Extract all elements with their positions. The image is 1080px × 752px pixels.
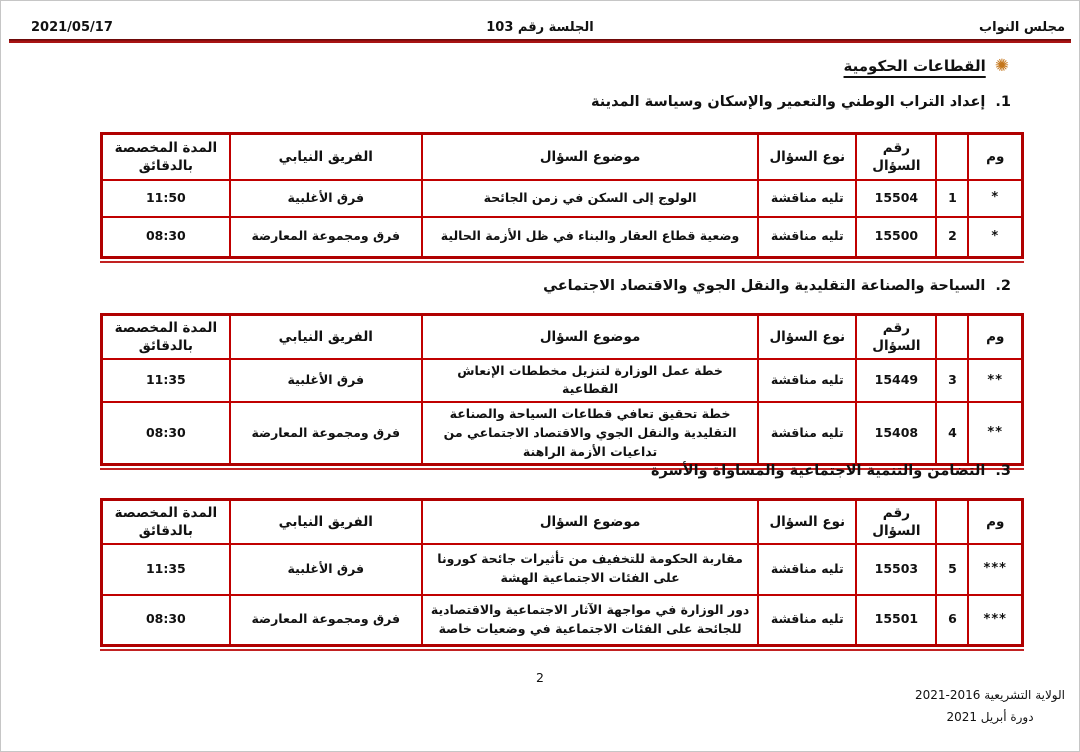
cell-question-type: تليه مناقشة — [758, 402, 856, 465]
cell-question-type: تليه مناقشة — [758, 359, 856, 403]
col-header-question-type: نوع السؤال — [758, 315, 856, 359]
table-row — [102, 217, 1023, 258]
cell-index: 6 — [936, 595, 968, 646]
col-header-index — [936, 315, 968, 359]
col-header-question-number: رقم السؤال — [856, 500, 936, 544]
cell-marker: * — [968, 217, 1022, 258]
cell-subject: الولوج إلى السكن في زمن الجائحة — [422, 180, 758, 217]
cell-duration: 08:30 — [102, 217, 230, 258]
col-header-subject: موضوع السؤال — [422, 500, 758, 544]
cell-question-number: 15503 — [856, 544, 936, 595]
col-header-question-type: نوع السؤال — [758, 134, 856, 180]
cell-index: 4 — [936, 402, 968, 465]
section-number: 1. — [995, 94, 1011, 110]
questions-table-1 — [100, 132, 1024, 263]
table-row — [102, 402, 1023, 465]
cell-parliamentary-group: فرق ومجموعة المعارضة — [230, 595, 422, 646]
header-session-number: الجلسة رقم 103 — [486, 20, 594, 35]
footer-legislature-term: الولاية التشريعية 2016-2021 — [915, 688, 1065, 702]
col-header-subject: موضوع السؤال — [422, 134, 758, 180]
questions-table-3 — [100, 498, 1024, 651]
starburst-icon: ✺ — [994, 55, 1009, 76]
cell-subject: وضعية قطاع العقار والبناء في ظل الأزمة الحالية — [422, 217, 758, 258]
section-heading-2 — [543, 278, 1011, 294]
cell-question-number: 15449 — [856, 359, 936, 403]
cell-subject: خطة تحقيق تعافي قطاعات السياحة والصناعة التقليدية والنقل الجوي والاقتصاد الاجتماعي من تداعيات الأزمة الراهنة — [422, 402, 758, 465]
cell-question-number: 15500 — [856, 217, 936, 258]
col-header-marker: وم — [968, 315, 1022, 359]
cell-question-number: 15504 — [856, 180, 936, 217]
section-heading-1 — [591, 94, 1011, 110]
cell-marker: *** — [968, 595, 1022, 646]
page-number: 2 — [536, 670, 544, 685]
col-header-duration: المدة المخصصة بالدقائق — [102, 500, 230, 544]
col-header-question-number: رقم السؤال — [856, 315, 936, 359]
col-header-question-number: رقم السؤال — [856, 134, 936, 180]
cell-question-type: تليه مناقشة — [758, 217, 856, 258]
section-heading-3 — [651, 463, 1011, 479]
cell-marker: * — [968, 180, 1022, 217]
header-organization: مجلس النواب — [979, 20, 1065, 35]
table-header-row — [102, 134, 1023, 180]
table-row — [102, 544, 1023, 595]
cell-subject: مقاربة الحكومة للتخفيف من تأثيرات جائحة كورونا على الفئات الاجتماعية الهشة — [422, 544, 758, 595]
table-row — [102, 595, 1023, 646]
col-header-marker: وم — [968, 500, 1022, 544]
cell-marker: ** — [968, 402, 1022, 465]
cell-parliamentary-group: فرق الأغلبية — [230, 359, 422, 403]
cell-duration: 11:35 — [102, 359, 230, 403]
cell-duration: 11:35 — [102, 544, 230, 595]
section-number: 2. — [995, 278, 1011, 294]
col-header-duration: المدة المخصصة بالدقائق — [102, 315, 230, 359]
cell-duration: 08:30 — [102, 402, 230, 465]
page-title-text: القطاعات الحكومية — [843, 57, 986, 75]
cell-marker: *** — [968, 544, 1022, 595]
header-divider-rule — [9, 39, 1071, 43]
questions-table-2 — [100, 313, 1024, 470]
cell-question-number: 15408 — [856, 402, 936, 465]
cell-question-type: تليه مناقشة — [758, 180, 856, 217]
col-header-subject: موضوع السؤال — [422, 315, 758, 359]
cell-subject: دور الوزارة في مواجهة الآثار الاجتماعية والاقتصادية للجائحة على الفئات الاجتماعية في وضعيات خاصة — [422, 595, 758, 646]
col-header-parliamentary-group: الفريق النيابي — [230, 134, 422, 180]
cell-index: 5 — [936, 544, 968, 595]
col-header-marker: وم — [968, 134, 1022, 180]
cell-index: 3 — [936, 359, 968, 403]
col-header-question-type: نوع السؤال — [758, 500, 856, 544]
col-header-duration: المدة المخصصة بالدقائق — [102, 134, 230, 180]
cell-index: 2 — [936, 217, 968, 258]
col-header-parliamentary-group: الفريق النيابي — [230, 500, 422, 544]
col-header-index — [936, 134, 968, 180]
cell-duration: 08:30 — [102, 595, 230, 646]
cell-index: 1 — [936, 180, 968, 217]
table-row — [102, 180, 1023, 217]
cell-question-type: تليه مناقشة — [758, 544, 856, 595]
section-heading-text: إعداد التراب الوطني والتعمير والإسكان وسياسة المدينة — [590, 94, 986, 110]
header-date: 2021/05/17 — [31, 20, 113, 35]
section-heading-text: السياحة والصناعة التقليدية والنقل الجوي والاقتصاد الاجتماعي — [543, 278, 986, 294]
cell-question-type: تليه مناقشة — [758, 595, 856, 646]
footer-session-term: دورة أبريل 2021 — [946, 709, 1034, 724]
table-header-row — [102, 315, 1023, 359]
cell-subject: خطة عمل الوزارة لتنزيل مخططات الإنعاش القطاعية — [422, 359, 758, 403]
cell-parliamentary-group: فرق ومجموعة المعارضة — [230, 402, 422, 465]
section-heading-text: التضامن والتنمية الاجتماعية والمساواة والأسرة — [650, 463, 986, 479]
col-header-parliamentary-group: الفريق النيابي — [230, 315, 422, 359]
cell-question-number: 15501 — [856, 595, 936, 646]
table-row — [102, 359, 1023, 403]
cell-parliamentary-group: فرق ومجموعة المعارضة — [230, 217, 422, 258]
col-header-index — [936, 500, 968, 544]
section-number: 3. — [995, 463, 1011, 479]
cell-parliamentary-group: فرق الأغلبية — [230, 544, 422, 595]
table-header-row — [102, 500, 1023, 544]
cell-duration: 11:50 — [102, 180, 230, 217]
cell-marker: ** — [968, 359, 1022, 403]
footer-legislature-info — [915, 685, 1065, 728]
cell-parliamentary-group: فرق الأغلبية — [230, 180, 422, 217]
page-title — [844, 57, 1009, 75]
